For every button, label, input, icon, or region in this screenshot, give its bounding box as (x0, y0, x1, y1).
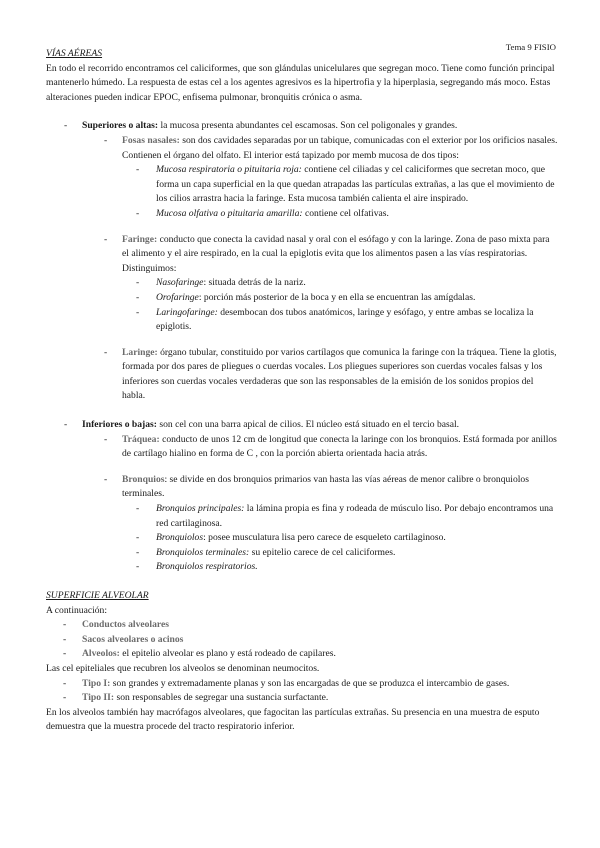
list-item-bronquios (46, 473, 558, 502)
bullet-dash-icon: - (104, 473, 108, 485)
term-label: Bronquiolos terminales: (156, 546, 250, 558)
term-text: : porción más posterior de la boca y en ella se encuentran las amígdalas. (198, 291, 476, 303)
term-text: : situada detrás de la nariz. (203, 277, 306, 289)
list-item-sacos-alveolares (46, 633, 558, 648)
list-item-mucosa-olfativa (46, 207, 558, 222)
bullet-dash-icon: - (64, 120, 68, 132)
bullet-dash-icon: - (136, 207, 140, 219)
list-item-mucosa-respiratoria (46, 163, 558, 207)
term-text: son responsables de segregar una sustancia surfactante. (114, 692, 329, 704)
term-label: Fosas nasales: (122, 134, 180, 146)
term-label: Conductos alveolares (82, 619, 169, 631)
term-label: Faringe: (122, 233, 158, 245)
term-text: son cel con una barra apical de cilios. El núcleo está situado en el tercio basal. (156, 419, 460, 431)
list-item-laringe (46, 346, 558, 404)
section-spacer (46, 575, 558, 589)
term-text: conducto que conecta la cavidad nasal y oral con el esófago y con la laringe. Zona de paso mixta para el alimento y el aire respirado, en la cual la epiglotis evita que los alimentos pasen a las vías respiratorias. Distinguimos: (122, 233, 550, 274)
bullet-dash-icon: - (136, 306, 140, 318)
bullet-dash-icon: - (136, 532, 140, 544)
bullet-dash-icon: - (63, 633, 67, 645)
term-text: órgano tubular, constituido por varios cartílagos que comunica la faringe con la tráquea. Tiene la glotis, formada por dos pares de pliegues o cuerdas vocales. Los pliegues superiores son cuerdas vocales falsas y los inferiores son cuerdas vocales verdaderas que son las responsables de la emisión de los sonidos propios del habla. (122, 346, 557, 402)
page-header-tag: Tema 9 FISIO (505, 42, 556, 52)
term-label: Tráquea: (122, 433, 160, 445)
list-item-laringofaringe (46, 306, 558, 335)
term-label: Bronquiolos (156, 532, 204, 544)
list-item-traquea (46, 433, 558, 462)
macrofagos-paragraph: En los alveolos también hay macrófagos alveolares, que fagocitan las partículas extrañas. Su presencia en una muestra de esputo demuestra que la muestra procede del tracto respiratorio inferior. (46, 706, 540, 733)
bullet-dash-icon: - (104, 134, 108, 146)
bullet-dash-icon: - (136, 277, 140, 289)
list-item-bronquiolos (46, 531, 558, 546)
term-label: Mucosa olfativa o pituitaria amarilla: (156, 207, 303, 219)
term-text: : se divide en dos bronquios primarios van hasta las vías aéreas de menor calibre o bronquiolos terminales. (122, 473, 529, 500)
bullet-dash-icon: - (104, 433, 108, 445)
term-text: contiene cel ciliadas y cel caliciformes que secretan moco, que forma un capa superficial en la que quedan atrapadas las partículas extrañas, a las que el movimiento de los cilios arrastra hacia la faringe. Esta mucosa también calienta el aire inspirado. (156, 164, 555, 205)
term-label: Bronquiolos respiratorios. (156, 561, 258, 573)
bullet-dash-icon: - (63, 692, 67, 704)
term-text: su epitelio carece de cel caliciformes. (249, 546, 396, 558)
term-text: desembocan dos tubos anatómicos, laringe y esófago, y entre ambas se localiza la epiglotis. (156, 306, 534, 333)
term-label: Superiores o altas: (82, 120, 159, 132)
bullet-dash-icon: - (104, 233, 108, 245)
term-text: : posee musculatura lisa pero carece de esqueleto cartilaginoso. (203, 532, 446, 544)
list-item-alveolos (46, 647, 558, 662)
bullet-dash-icon: - (136, 561, 140, 573)
document-body (46, 47, 558, 735)
term-text: son grandes y extremadamente planas y son las encargadas de que se produzca el intercambio de gases. (110, 677, 510, 689)
bullet-dash-icon: - (63, 648, 67, 660)
bullet-dash-icon: - (63, 619, 67, 631)
term-text: el epitelio alveolar es plano y está rodeado de capilares. (119, 648, 336, 660)
list-item-bronquios-principales (46, 502, 558, 531)
list-item-faringe (46, 233, 558, 277)
section-intro-paragraph: En todo el recorrido encontramos cel caliciformes, que son glándulas unicelulares que segregan moco. Tiene como función principal mantenerlo húmedo. La respuesta de estas cel a los agentes agresivos es la hipertrofia y la hiperplasia, segregando más moco. Estas alteraciones pueden indicar EPOC, enfisema pulmonar, bronquitis crónica o asma. (46, 62, 555, 103)
term-label: Bronquios (122, 473, 165, 485)
bullet-dash-icon: - (136, 291, 140, 303)
section-intro-line: A continuación: (46, 604, 108, 616)
bullet-dash-icon: - (64, 419, 68, 431)
list-item-inferiores (46, 418, 558, 433)
section-title-vias-aereas: VÍAS AÉREAS (46, 48, 103, 59)
term-label: Orofaringe (156, 291, 199, 303)
bullet-dash-icon: - (63, 677, 67, 689)
term-text: conducto de unos 12 cm de longitud que conecta la laringe con los bronquios. Está formada por anillos de cartílago hialino en forma de C , con la porción abierta orientada hacia atrás. (122, 433, 557, 460)
term-label: Laringe: (122, 346, 158, 358)
section-title-superficie-alveolar: SUPERFICIE ALVEOLAR (46, 590, 149, 601)
term-label: Bronquios principales: (156, 503, 245, 515)
term-label: Sacos alveolares o acinos (82, 633, 184, 645)
list-item-tipo-i (46, 677, 558, 692)
list-item-tipo-ii (46, 691, 558, 706)
list-item-orofaringe (46, 291, 558, 306)
term-label: Tipo II: (82, 692, 115, 704)
list-item-conductos-alveolares (46, 618, 558, 633)
list-item-superiores (46, 119, 558, 134)
bullet-dash-icon: - (104, 346, 108, 358)
list-item-bronquiolos-terminales (46, 546, 558, 561)
term-label: Laringofaringe: (156, 306, 218, 318)
list-item-fosas-nasales (46, 134, 558, 163)
bullet-dash-icon: - (136, 546, 140, 558)
term-text: la mucosa presenta abundantes cel escamosas. Son cel poligonales y grandes. (158, 120, 458, 132)
term-text: contiene cel olfativas. (302, 207, 389, 219)
term-label: Tipo I: (82, 677, 111, 689)
list-item-nasofaringe (46, 276, 558, 291)
term-text: son dos cavidades separadas por un tabique, comunicadas con el exterior por los orificios nasales. Contienen el órgano del olfato. El interior está tapizado por memb mucosa de dos tipos: (122, 134, 558, 161)
bullet-dash-icon: - (136, 503, 140, 515)
term-label: Mucosa respiratoria o pituitaria roja: (156, 164, 302, 176)
bullet-dash-icon: - (136, 164, 140, 176)
term-text: la lámina propia es fina y rodeada de músculo liso. Por debajo encontramos una red cartilaginosa. (156, 503, 554, 529)
term-label: Alveolos: (82, 648, 120, 660)
list-item-bronquiolos-respiratorios (46, 560, 558, 575)
term-label: Nasofaringe (156, 277, 204, 289)
term-label: Inferiores o bajas: (82, 419, 157, 431)
neumocitos-paragraph: Las cel epiteliales que recubren los alveolos se denominan neumocitos. (46, 662, 320, 674)
